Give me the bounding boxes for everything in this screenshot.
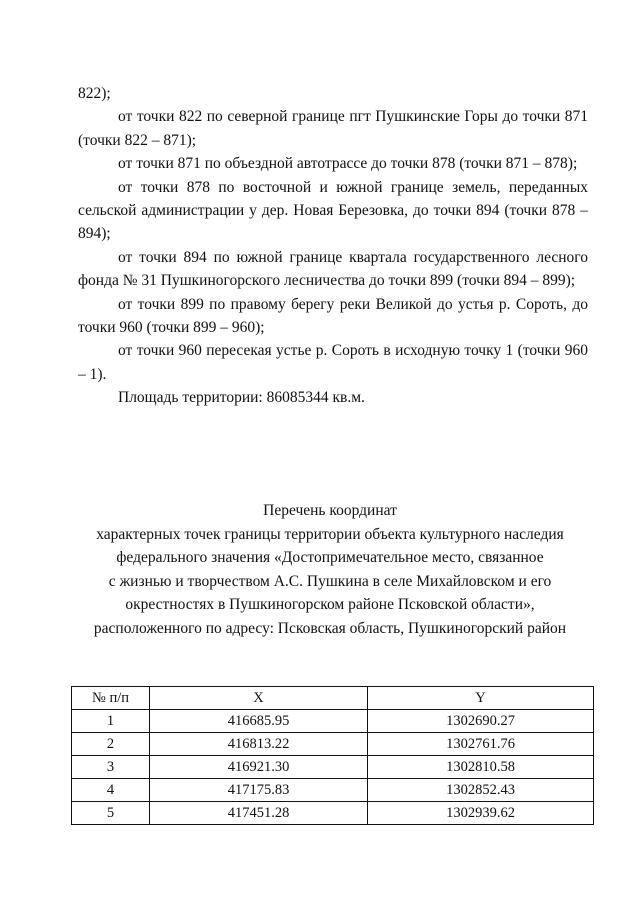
table-row — [72, 733, 594, 756]
heading-line: с жизнью и творчеством А.С. Пушкина в селе Михайловском и его — [108, 572, 552, 590]
paragraph: от точки 899 по правому берегу реки Великой до устья р. Сороть, до точки 960 (точки 899 – 960); — [78, 295, 588, 337]
paragraph: от точки 822 по северной границе пгт Пушкинские Горы до точки 871 (точки 822 – 871); — [78, 108, 588, 149]
paragraph: от точки 894 по южной границе квартала государственного лесного фонда № 31 Пушкиногорского лесничества до точки 899 (точки 894 – 899); — [78, 248, 588, 290]
cell-x: 416813.22 — [150, 733, 368, 756]
cell-number: 5 — [72, 802, 150, 825]
cell-number: 2 — [72, 733, 150, 756]
paragraph: от точки 871 по объездной автотрассе до точки 878 (точки 871 – 878); — [118, 155, 578, 173]
column-header-number: № п/п — [72, 687, 150, 710]
cell-x: 416921.30 — [150, 756, 368, 779]
cell-y: 1302939.62 — [368, 802, 594, 825]
cell-x: 417451.28 — [150, 802, 368, 825]
cell-number: 1 — [72, 710, 150, 733]
cell-y: 1302852.43 — [368, 779, 594, 802]
table-header-row — [72, 687, 594, 710]
table-row — [72, 756, 594, 779]
column-header-x: X — [150, 687, 368, 710]
heading-line: окрестностях в Пушкиногорском районе Псковской области», — [125, 596, 535, 614]
table-row — [72, 710, 594, 733]
heading-line: федерального значения «Достопримечательное место, связанное — [116, 549, 544, 567]
column-header-y: Y — [368, 687, 594, 710]
cell-x: 417175.83 — [150, 779, 368, 802]
paragraph: от точки 878 по восточной и южной границе земель, переданных сельской администрации у дер. Новая Березовка, до точки 894 (точки 878 – 894); — [78, 178, 588, 243]
area-paragraph: Площадь территории: 86085344 кв.м. — [118, 389, 365, 407]
cell-y: 1302690.27 — [368, 710, 594, 733]
boundary-description — [78, 82, 588, 410]
heading-line: Перечень координат — [263, 502, 397, 519]
cell-y: 1302761.76 — [368, 733, 594, 756]
coordinates-table — [71, 686, 594, 825]
heading-line: расположенного по адресу: Псковская область, Пушкиногорский район — [93, 619, 567, 637]
cell-x: 416685.95 — [150, 710, 368, 733]
paragraph: 822); — [78, 85, 111, 102]
table-row — [72, 802, 594, 825]
table-row — [72, 779, 594, 802]
cell-number: 4 — [72, 779, 150, 802]
coordinates-list-heading — [60, 499, 600, 641]
cell-number: 3 — [72, 756, 150, 779]
paragraph: от точки 960 пересекая устье р. Сороть в исходную точку 1 (точки 960 – 1). — [78, 342, 588, 383]
heading-line: характерных точек границы территории объекта культурного наследия — [96, 525, 564, 543]
cell-y: 1302810.58 — [368, 756, 594, 779]
